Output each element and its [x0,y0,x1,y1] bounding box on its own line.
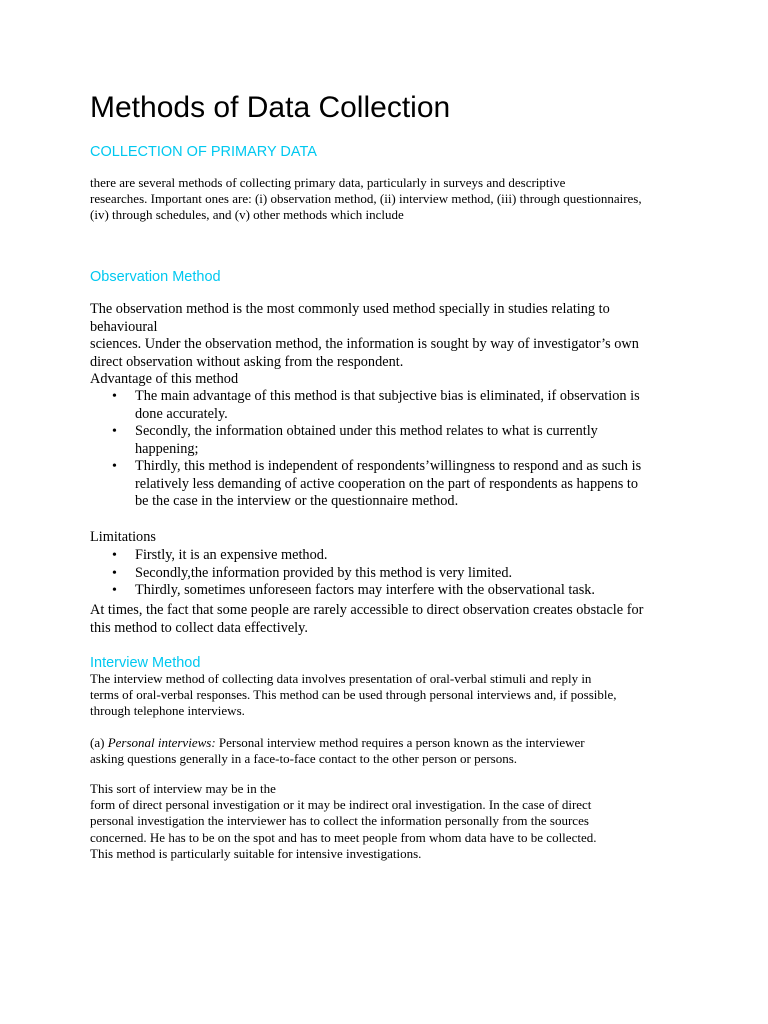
paragraph-line: The observation method is the most commonly used method specially in studies relating to [90,301,610,317]
paragraph-line: sciences. Under the observation method, the information is sought by way of investigator’s own [90,336,639,352]
section-heading-interview: Interview Method [90,655,201,671]
section-heading-primary-data: COLLECTION OF PRIMARY DATA [90,144,317,160]
page-title: Methods of Data Collection [90,91,451,124]
paragraph-line: This method is particularly suitable for intensive investigations. [90,845,422,861]
list-item: • Thirdly, this method is independent of respondents’willingness to respond and as such is relatively less demanding of active cooperation on the part of respondents as happens to be the case in the interview or the questionnaire method. [90,458,641,511]
paragraph-line: This sort of interview may be in the [90,781,276,796]
paragraph-line: through telephone interviews. [90,703,245,719]
observation-closing [90,602,643,637]
list-item: • Firstly, it is an expensive method. [90,547,595,565]
limitations-list [90,547,595,600]
paragraph-line: this method to collect data effectively. [90,619,308,636]
paragraph-line: direct observation without asking from the respondent. [90,353,404,370]
limitations-label: Limitations [90,529,156,545]
list-item: • The main advantage of this method is that subjective bias is eliminated, if observation is done accurately. [90,388,641,423]
paragraph-line: form of direct personal investigation or it may be indirect oral investigation. In the case of direct [90,797,592,813]
observation-intro [90,301,639,389]
interview-sort-paragraph [90,781,596,862]
list-item: • Secondly,the information provided by this method is very limited. [90,565,595,583]
paragraph-line: The interview method of collecting data involves presentation of oral-verbal stimuli and reply in [90,671,592,686]
personal-interviews-paragraph: (a) Personal interviews: Personal interview method requires a person known as the interviewer asking questions generally in a face-to-face contact to the other person or persons. [90,735,585,767]
paragraph-line: (iv) through schedules, and (v) other methods which include [90,207,404,223]
list-item: • Secondly, the information obtained under this method relates to what is currently happening; [90,423,641,458]
paragraph-line: terms of oral-verbal responses. This method can be used through personal interviews and, if possible, [90,687,617,703]
personal-interviews-term: Personal interviews: [107,735,216,750]
paragraph-line: personal investigation the interviewer has to collect the information personally from the sources [90,813,589,829]
paragraph-line: there are several methods of collecting primary data, particularly in surveys and descriptive [90,175,566,190]
advantage-label: Advantage of this method [90,371,239,387]
paragraph-line: researches. Important ones are: (i) observation method, (ii) interview method, (iii) through questionnaires, [90,191,642,207]
section-heading-observation: Observation Method [90,269,221,285]
paragraph-line: concerned. He has to be on the spot and has to meet people from whom data have to be collected. [90,829,597,845]
paragraph-line: behavioural [90,318,158,335]
paragraph-line: asking questions generally in a face-to-face contact to the other person or persons. [90,751,518,767]
advantages-list [90,388,641,511]
paragraph-line: At times, the fact that some people are rarely accessible to direct observation creates obstacle for [90,602,644,618]
primary-data-paragraph [90,175,642,224]
interview-intro [90,671,617,720]
list-item: • Thirdly, sometimes unforeseen factors may interfere with the observational task. [90,582,595,600]
